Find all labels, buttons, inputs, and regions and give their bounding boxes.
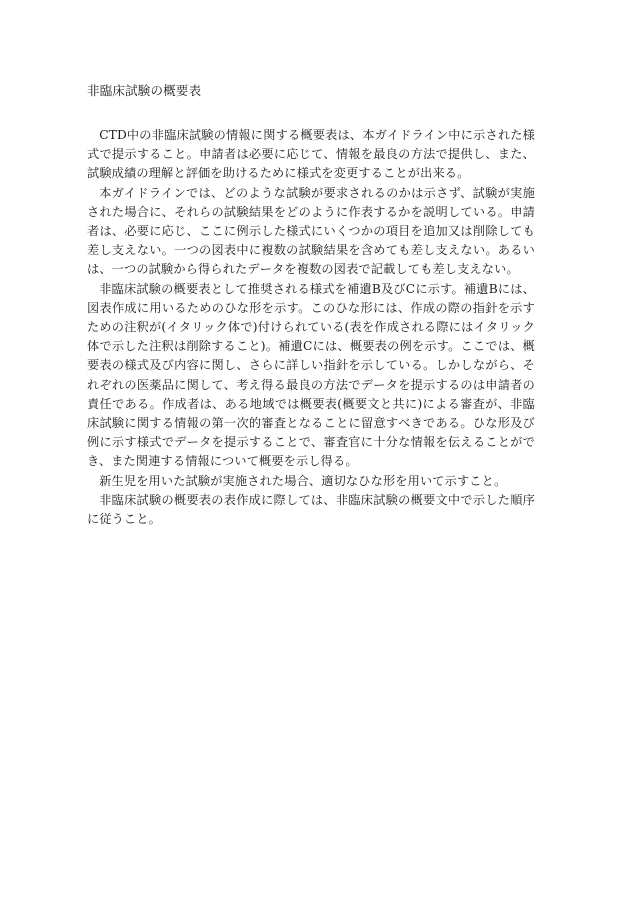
paragraph-recommended-format: 非臨床試験の概要表として推奨される様式を補遺B及びCに示す。補遺Bには、図表作成に用いるためのひな形を示す。このひな形には、作成の際の指針を示すための注釈が(イタリック体で)付けられている(表を作成される際にはイタリック体で示した注釈は削除すること)。補遺Cには、概要表の例を示す。ここでは、概要表の様式及び内容に関し、さらに詳しい指針を示している。しかしながら、それぞれの医薬品に関して、考え得る最良の方法でデータを提示するのは申請者の責任である。作成者は、ある地域では概要表(概要文と共に)による審査が、非臨床試験に関する情報の第一次的審査となることに留意すべきである。ひな形及び例に示す様式でデータを提示することで、審査官に十分な情報を伝えることができ、また関連する情報について概要を示し得る。 [87,281,535,469]
paragraph-ctd-summary-tables: CTD中の非臨床試験の情報に関する概要表は、本ガイドライン中に示された様式で提示すること。申請者は必要に応じて、情報を最良の方法で提供し、また、試験成績の理解と評価を助けるために様式を変更することが出来る。 [87,128,535,181]
paragraph-table-order: 非臨床試験の概要表の表作成に際しては、非臨床試験の概要文中で示した順序に従うこと。 [87,492,535,527]
paragraph-neonatal-studies: 新生児を用いた試験が実施された場合、適切なひな形を用いて示すこと。 [99,473,507,488]
paragraph-guideline-scope: 本ガイドラインでは、どのような試験が要求されるのかは示さず、試験が実施された場合に、それらの試験結果をどのように作表するかを説明している。申請者は、必要に応じ、ここに例示した様式にいくつかの項目を追加又は削除しても差し支えない。一つの図表中に複数の試験結果を含めても差し支えない。あるいは、一つの試験から得られたデータを複数の図表で記載しても差し支えない。 [87,185,535,277]
document-body [87,126,535,529]
document-title: 非臨床試験の概要表 [87,83,202,98]
